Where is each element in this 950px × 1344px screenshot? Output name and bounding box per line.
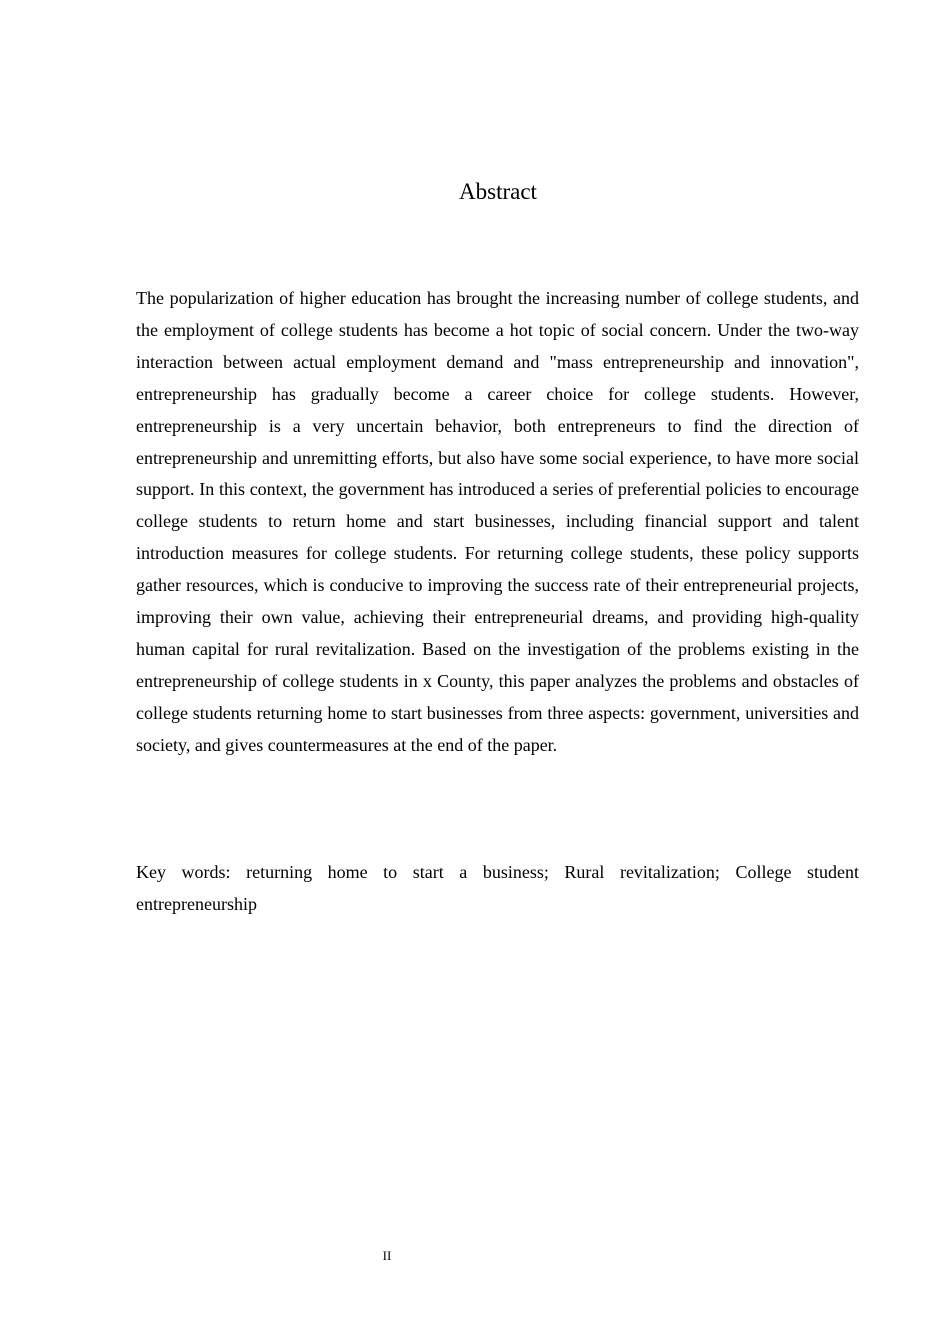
abstract-paragraph: The popularization of higher education has brought the increasing number of college students, and the employment of college students has become a hot topic of social concern. Under the two-way interaction between actual employment demand and "mass entrepreneurship and innovation", entrepreneurship has gradually become a career choice for college students. However, entrepreneurship is a very uncertain behavior, both entrepreneurs to find the direction of entrepreneurship and unremitting efforts, but also have some social experience, to have more social support. In this context, the government has introduced a series of preferential policies to encourage college students to return home and start businesses, including financial support and talent introduction measures for college students. For returning college students, these policy supports gather resources, which is conducive to improving the success rate of their entrepreneurial projects, improving their own value, achieving their entrepreneurial dreams, and providing high-quality human capital for rural revitalization. Based on the investigation of the problems existing in the entrepreneurship of college students in x County, this paper analyzes the problems and obstacles of college students returning home to start businesses from three aspects: government, universities and society, and gives countermeasures at the end of the paper. [136,288,859,755]
page-title: Abstract [459,179,537,204]
page-number: II [382,1248,392,1263]
keywords-paragraph: Key words: returning home to start a business; Rural revitalization; College student entrepreneurship [136,862,859,914]
